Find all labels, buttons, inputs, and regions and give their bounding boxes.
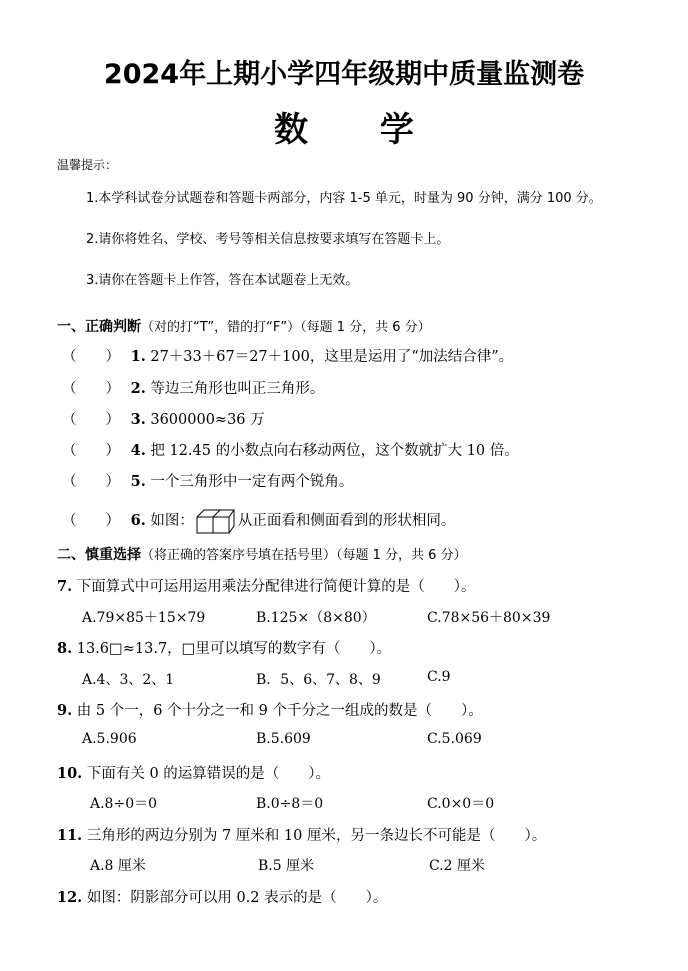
section-heading [57, 544, 467, 564]
question-row [57, 762, 330, 783]
question-text: 等边三角形也叫正三角形。 [150, 381, 325, 397]
question-row [57, 699, 483, 720]
question-number: 11. [57, 827, 83, 844]
question-text: 三角形的两边分别为 7 厘米和 10 厘米，另一条边长不可能是（ ）。 [86, 828, 547, 844]
page-title: 2024年上期小学四年级期中质量监测卷 [103, 59, 585, 90]
section-title: 二、慎重选择 [57, 547, 141, 563]
option-b: B．5、6、7、8、9 [256, 672, 381, 688]
option-c: C.0×0＝0 [427, 796, 495, 812]
option-b: B.0÷8＝0 [256, 796, 324, 812]
option-c: C.78×56＋80×39 [427, 610, 551, 626]
subject-title: 数 学 [274, 110, 444, 150]
question-text: 由 5 个一，6 个十分之一和 9 个千分之一组成的数是（ ）。 [76, 703, 483, 719]
option-b: B.5.609 [256, 731, 311, 747]
option-a: A.5.906 [82, 731, 137, 747]
question-text: 27＋33＋67＝27＋100，这里是运用了“加法结合律”。 [150, 349, 514, 365]
option-c: C.2 厘米 [429, 858, 486, 874]
question-number: 4. [130, 442, 146, 459]
question-number: 12. [57, 889, 83, 906]
question-row [62, 439, 519, 460]
question-text: 如图：阴影部分可以用 0.2 表示的是（ ）。 [86, 890, 388, 906]
answer-paren: （ ） [62, 513, 120, 529]
question-text: 如图： [150, 513, 194, 529]
section-heading [57, 316, 431, 336]
question-number: 2. [130, 380, 146, 397]
answer-paren: （ ） [62, 349, 120, 365]
option-a: A.8 厘米 [90, 858, 146, 874]
question-row [57, 575, 476, 596]
question-text: 下面算式中可运用运用乘法分配律进行简便计算的是（ ）。 [76, 579, 476, 595]
question-number: 10. [57, 765, 83, 782]
notice-heading: 温馨提示： [57, 158, 118, 172]
question-text: 3600000≈36 万 [150, 412, 265, 428]
question-row [57, 637, 391, 658]
cubes-figure-icon [196, 508, 236, 534]
section-note: （对的打“T”，错的打“F”）（每题 1 分，共 6 分） [141, 320, 431, 335]
question-number: 5. [130, 473, 146, 490]
question-row [62, 345, 513, 366]
question-row [62, 508, 455, 534]
question-number: 6. [130, 512, 146, 529]
section-title: 一、正确判断 [57, 319, 141, 335]
answer-paren: （ ） [62, 412, 120, 428]
answer-paren: （ ） [62, 381, 120, 397]
question-number: 3. [130, 411, 146, 428]
option-c: C.5.069 [427, 731, 482, 747]
question-text: 把 12.45 的小数点向右移动两位，这个数就扩大 10 倍。 [150, 443, 519, 459]
question-number: 7. [57, 578, 73, 595]
question-row [62, 470, 353, 491]
notice-item: 2.请你将姓名、学校、考号等相关信息按要求填写在答题卡上。 [86, 232, 450, 247]
answer-paren: （ ） [62, 474, 120, 490]
question-number: 9. [57, 702, 73, 719]
option-c: C.9 [427, 669, 451, 685]
option-a: A.8÷0＝0 [90, 796, 158, 812]
question-row [62, 408, 265, 429]
question-text: 一个三角形中一定有两个锐角。 [150, 474, 354, 490]
question-text: 下面有关 0 的运算错误的是（ ）。 [86, 766, 331, 782]
option-a: A.4、3、2、1 [82, 672, 175, 688]
question-text: 13.6□≈13.7，□里可以填写的数字有（ ）。 [76, 641, 392, 657]
question-row [57, 824, 546, 845]
question-row [62, 377, 324, 398]
option-b: B.5 厘米 [258, 858, 315, 874]
option-a: A.79×85＋15×79 [82, 610, 206, 626]
question-text: 从正面看和侧面看到的形状相同。 [237, 513, 456, 529]
question-row [57, 886, 387, 907]
option-b: B.125×（8×80） [256, 610, 376, 626]
notice-item: 3.请你在答题卡上作答，答在本试题卷上无效。 [86, 273, 359, 288]
section-note: （将正确的答案序号填在括号里）（每题 1 分，共 6 分） [141, 548, 467, 563]
notice-item: 1.本学科试卷分试题卷和答题卡两部分，内容 1-5 单元，时量为 90 分钟，满分 100 分。 [86, 191, 602, 206]
question-number: 8. [57, 640, 73, 657]
question-number: 1. [130, 348, 146, 365]
answer-paren: （ ） [62, 443, 120, 459]
